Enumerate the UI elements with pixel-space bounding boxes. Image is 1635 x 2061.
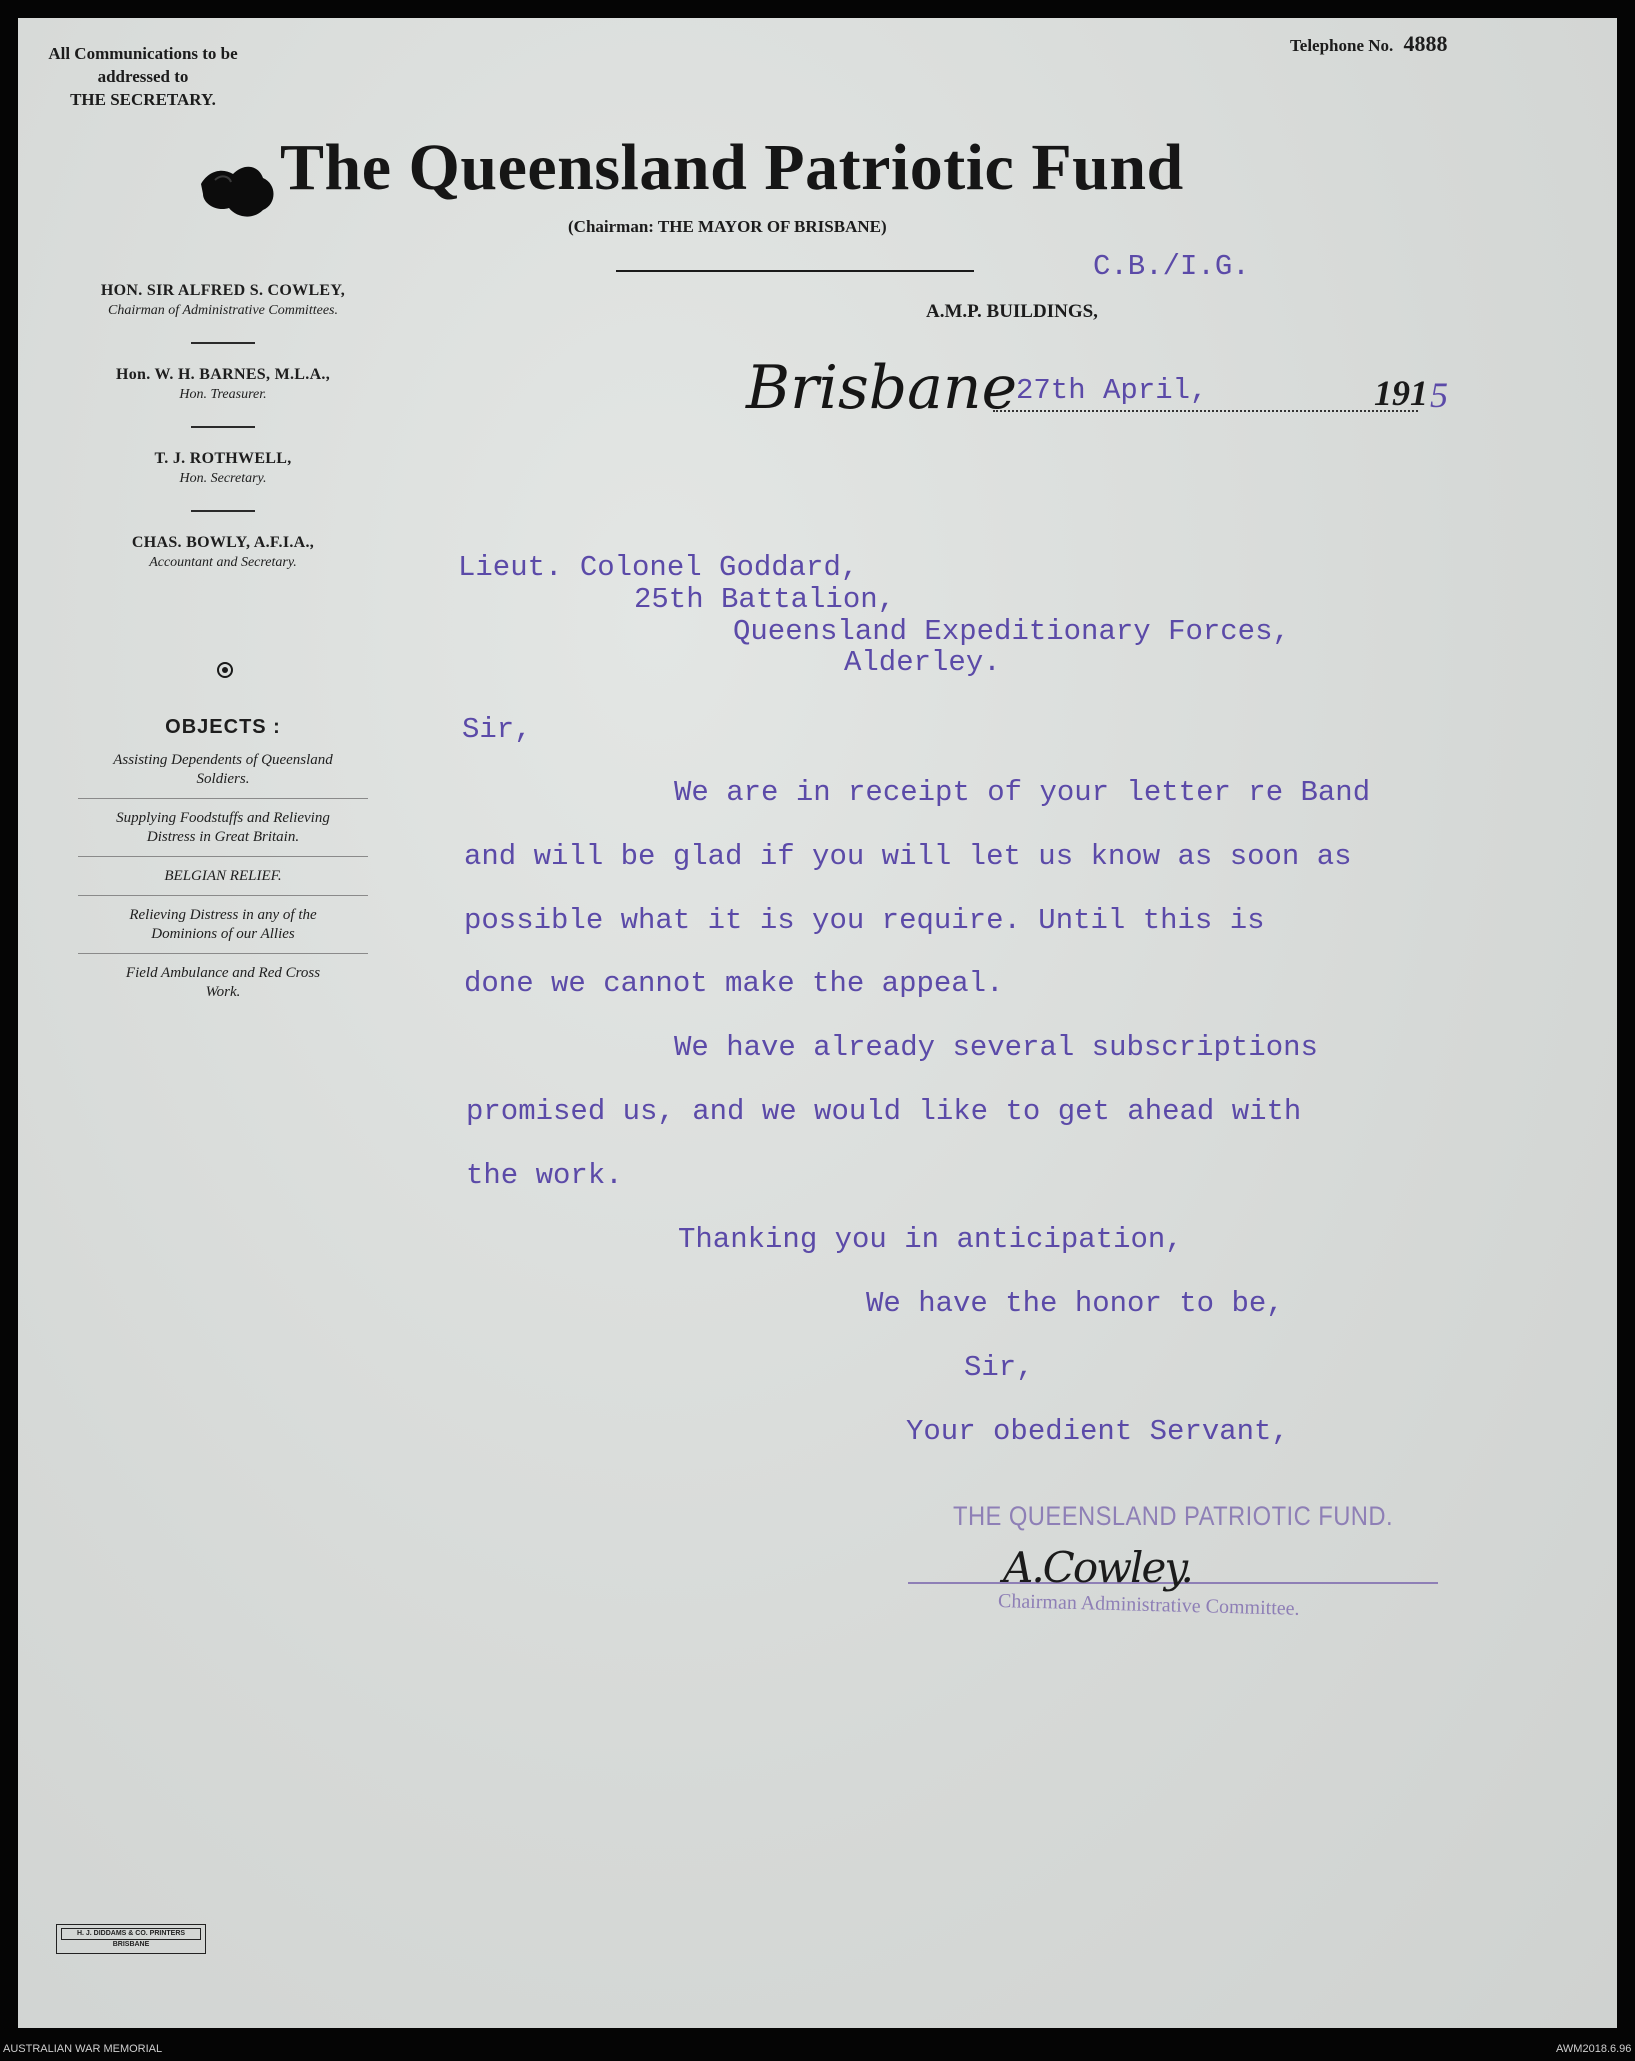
object-item: Assisting Dependents of Queensland Soldiers. [113,752,333,787]
communications-note [38,42,248,111]
officer-name: CHAS. BOWLY, A.F.I.A., [131,534,315,551]
object-divider [78,798,368,799]
officer-divider [191,510,255,512]
officer-role: Accountant and Secretary. [149,555,297,570]
officer-divider [191,342,255,344]
objects-heading: OBJECTS : [165,716,281,738]
body-line: possible what it is you require. Until this is [464,904,1265,937]
communications-line-1: All Communications to be [48,44,238,63]
printer-line-1: H. J. DIDDAMS & CO. PRINTERS [61,1928,201,1940]
letter-date: 27th April, [1016,374,1208,407]
date-dotted-line [993,410,1418,412]
closing-line: Your obedient Servant, [906,1415,1289,1448]
letter-page [18,18,1617,2028]
printer-box [56,1924,206,1954]
ornament-icon [213,658,237,682]
salutation: Sir, [462,713,532,746]
officer-role: Hon. Secretary. [179,471,267,486]
communications-line-2: addressed to [97,67,189,86]
officer [58,532,388,572]
officer-role: Chairman of Administrative Committees. [108,303,338,318]
closing-line: Thanking you in anticipation, [678,1223,1183,1256]
body-line: and will be glad if you will let us know as soon as [464,840,1352,873]
officer-divider [191,426,255,428]
year-suffix: 5 [1430,375,1448,415]
signature: A.Cowley. [1003,1543,1192,1592]
footer-right: AWM2018.6.96 [1556,2043,1632,2055]
year-prefix: 191 [1374,373,1428,413]
telephone-label: Telephone No. [1290,36,1394,55]
printer-line-2: BRISBANE [112,1941,150,1948]
body-line: done we cannot make the appeal. [464,967,1004,1000]
object-divider [78,856,368,857]
body-line: We are in receipt of your letter re Band [674,776,1371,809]
city-script: Brisbane [746,353,1018,423]
body-line: the work. [466,1159,623,1192]
chairman-line: (Chairman: THE MAYOR OF BRISBANE) [568,217,887,236]
header-rule [616,270,974,272]
closing-line: Sir, [964,1351,1034,1384]
officer-role: Hon. Treasurer. [179,387,267,402]
communications-line-3: THE SECRETARY. [70,90,216,109]
telephone [1290,32,1448,57]
object-item: Supplying Foodstuffs and Relieving Distress in Great Britain. [116,810,330,845]
reference-code: C.B./I.G. [1093,250,1250,283]
ink-blot [193,148,288,238]
officer-name: HON. SIR ALFRED S. COWLEY, [100,282,346,299]
officer [58,364,388,404]
body-line: promised us, and we would like to get ahead with [466,1095,1302,1128]
officer [58,448,388,488]
address-line: Alderley. [844,646,1001,679]
title-stamp: Chairman Administrative Committee. [997,1590,1300,1620]
officer-name: T. J. ROTHWELL, [154,450,292,467]
officers-list [58,280,388,572]
officer-name: Hon. W. H. BARNES, M.L.A., [115,366,331,383]
organization-stamp: THE QUEENSLAND PATRIOTIC FUND. [953,1501,1394,1531]
object-divider [78,953,368,954]
address-line: Queensland Expeditionary Forces, [733,615,1290,648]
closing-line: We have the honor to be, [866,1287,1284,1320]
address-line: 25th Battalion, [634,583,896,616]
address-line: Lieut. Colonel Goddard, [458,551,859,584]
address: A.M.P. BUILDINGS, [926,301,1098,322]
object-item: Relieving Distress in any of the Dominions of our Allies [129,907,317,942]
body-line: We have already several subscriptions [674,1031,1318,1064]
object-divider [78,895,368,896]
object-item: BELGIAN RELIEF. [164,868,282,884]
officer [58,280,388,320]
object-item: Field Ambulance and Red Cross Work. [125,965,321,1000]
organization-title: The Queensland Patriotic Fund [280,131,1184,204]
objects-section [58,716,388,1002]
footer-left: AUSTRALIAN WAR MEMORIAL [3,2043,163,2055]
telephone-number: 4888 [1403,31,1448,56]
